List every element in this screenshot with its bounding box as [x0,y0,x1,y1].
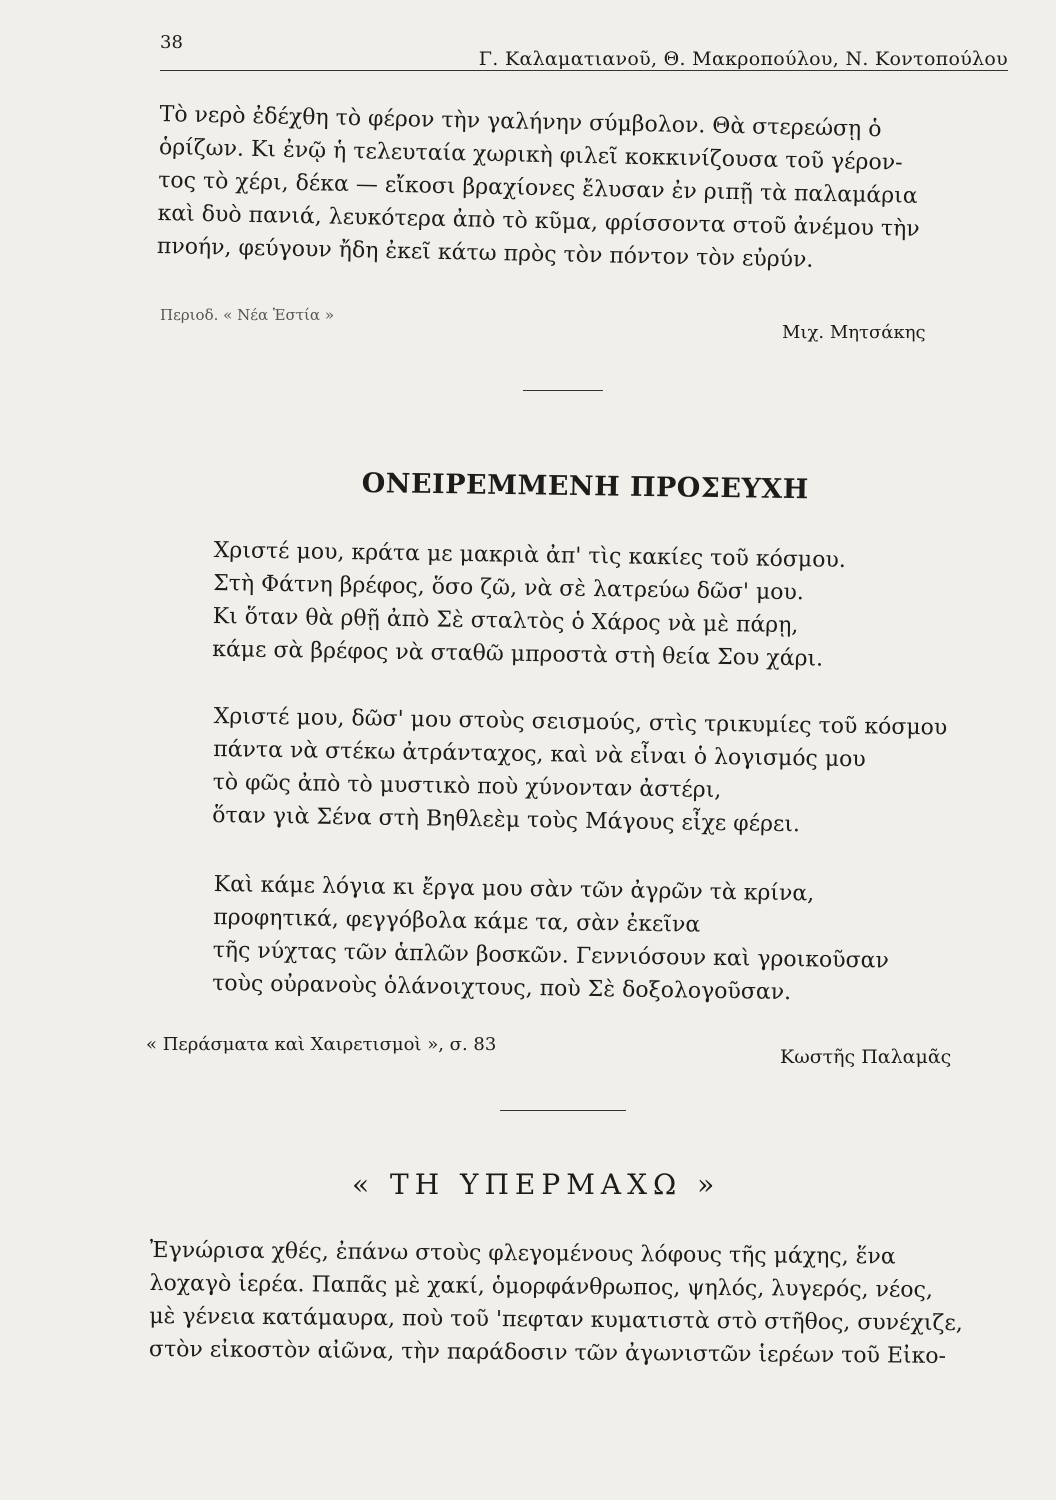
poem-line: προφητικά, φεγγόβολα κάμε τα, σὰν ἐκεῖνα [213,904,701,938]
poem-citation: « Περάσματα καὶ Χαιρετισμοὶ », σ. 83 [146,1034,497,1055]
poem-line: Χριστέ μου, δῶσ' μου στοὺς σεισμούς, στὶς τρικυμίες τοῦ κόσμου [213,703,948,741]
poem-stanza [212,534,846,676]
poem-line: Κι ὅταν θὰ ρθῇ ἀπὸ Σὲ σταλτὸς ὁ Χάρος νὰ μὲ πάρῃ, [212,603,799,639]
poem-line: ὅταν γιὰ Σένα στὴ Βηθλεὲμ τοὺς Μάγους εἶχε φέρει. [211,802,801,838]
article-line: Ἐγνώρισα χθές, ἐπάνω στοὺς φλεγομένους λόφους τῆς μάχης, ἕνα [149,1237,896,1270]
prose-line: ὁρίζων. Κι ἐνῷ ἡ τελευταία χωρικὴ φιλεῖ κοκκινίζουσα τοῦ γέρον- [158,134,903,176]
author-signature: Μιχ. Μητσάκης [782,322,926,343]
poem-line: τὸ φῶς ἀπὸ τὸ μυστικὸ ποὺ χύνονταν ἀστέρι, [212,769,722,803]
prose-line: πνοήν, φεύγουν ἤδη ἐκεῖ κάτω πρὸς τὸν πόντον τὸν εὐρύν. [156,233,814,273]
article-line: στὸν εἰκοστὸν αἰῶνα, τὴν παράδοσιν τῶν ἀγωνιστῶν ἱερέων τοῦ Εἰκο- [148,1336,947,1369]
poem-title: ΟΝΕΙΡΕΜΜΕΝΗ ΠΡΟΣΕΥΧΗ [361,468,809,506]
article-line: μὲ γένεια κατάμαυρα, ποὺ τοῦ 'πεφταν κυματιστὰ στὸ στῆθος, συνέχιζε, [149,1303,963,1337]
source-citation: Περιοδ. « Νέα Ἑστία » [160,306,335,324]
poem-line: Καὶ κάμε λόγια κι ἔργα μου σὰν τῶν ἀγρῶν τὰ κρίνα, [213,871,815,907]
prose-line: καὶ δυὸ πανιά, λευκότερα ἀπὸ τὸ κῦμα, φρίσσοντα στοῦ ἀνέμου τὴν [157,200,920,242]
prose-line: τος τὸ χέρι, δέκα — εἴκοσι βραχίονες ἔλυσαν ἐν ριπῇ τὰ παλαμάρια [158,167,918,209]
poem-line: τῆς νύχτας τῶν ἁπλῶν βοσκῶν. Γεννιόσουν καὶ γροικοῦσαν [212,937,890,974]
article-line: λοχαγὸ ἱερέα. Παπᾶς μὲ χακί, ὁμορφάνθρωπος, ψηλός, λυγερός, νέος, [149,1270,934,1303]
header-rule [160,70,1008,71]
section-divider [500,1110,626,1111]
article-text [149,1234,980,1373]
poem-stanza [212,700,948,844]
article-title: « ΤΗ ΥΠΕΡΜΑΧΩ » [352,1168,721,1201]
prose-line: Τὸ νερὸ ἐδέχθη τὸ φέρον τὴν γαλήνην σύμβολον. Θὰ στερεώσῃ ὁ [159,101,882,143]
page-number: 38 [160,32,183,53]
poem-line: Στὴ Φάτνη βρέφος, ὅσο ζῶ, νὰ σὲ λατρεύω δῶσ' μου. [213,570,805,606]
prose-excerpt [157,98,1010,281]
poem-line: κάμε σὰ βρέφος νὰ σταθῶ μπροστὰ στὴ θεία Σου χάρι. [211,636,824,672]
section-divider [523,390,603,391]
page-header [160,28,1008,72]
poem-author: Κωστῆς Παλαμᾶς [780,1046,952,1068]
poem-line: πάντα νὰ στέκω ἀτράνταχος, καὶ νὰ εἶναι ὁ λογισμός μου [213,736,866,773]
running-head: Γ. Καλαματιανοῦ, Θ. Μακροπούλου, Ν. Κοντοπούλου [478,48,1008,70]
poem-stanza [212,868,890,1011]
poem-line: Χριστέ μου, κράτα με μακριὰ ἀπ' τὶς κακίες τοῦ κόσμου. [213,537,846,573]
poem-line: τοὺς οὐρανοὺς ὁλάνοιχτους, ποὺ Σὲ δοξολογοῦσαν. [211,970,792,1006]
